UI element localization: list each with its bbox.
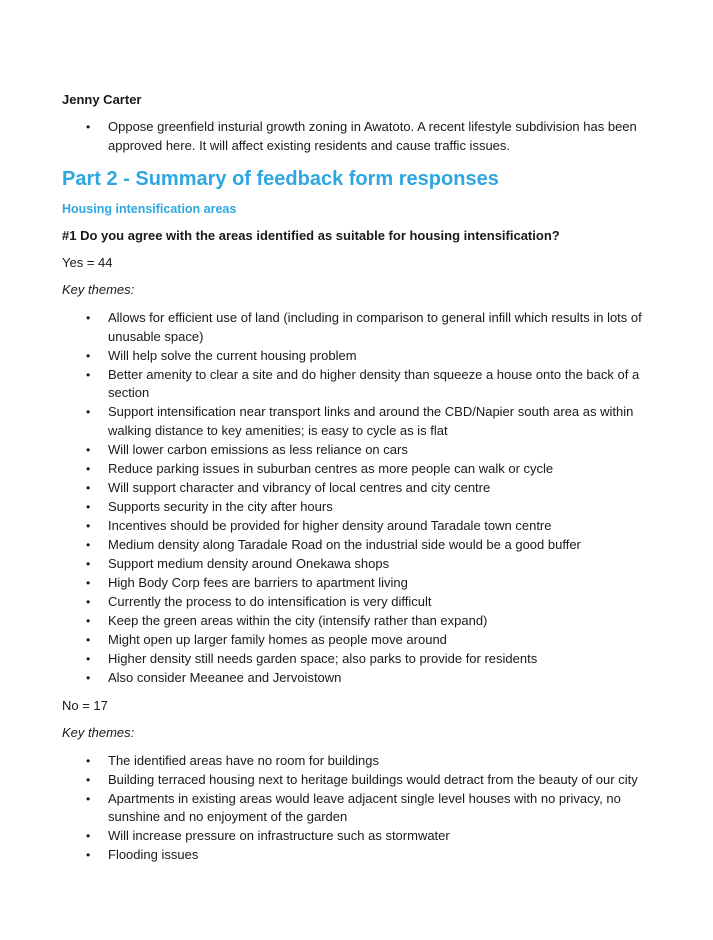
bullet-icon: • [86, 499, 91, 514]
bullet-icon: • [86, 772, 91, 787]
yes-theme-17 [62, 669, 652, 688]
yes-theme-text: High Body Corp fees are barriers to apartment living [108, 574, 408, 590]
yes-theme-text: Currently the process to do intensification is very difficult [108, 593, 432, 609]
bullet-icon: • [86, 651, 91, 666]
no-theme-text: Apartments in existing areas would leave adjacent single level houses with no privacy, no sunshine and no enjoyment of the garden [108, 790, 621, 824]
yes-theme-text: Allows for efficient use of land (including in comparison to general infill which results in lots of unusable space) [108, 310, 642, 344]
no-themes-label: Key themes: [62, 724, 135, 740]
yes-theme-5 [62, 441, 652, 460]
bullet-icon: • [86, 594, 91, 609]
bullet-icon: • [86, 791, 91, 806]
bullet-icon: • [86, 348, 91, 363]
yes-theme-text: Will lower carbon emissions as less reliance on cars [108, 441, 408, 457]
no-theme-text: The identified areas have no room for buildings [108, 752, 379, 768]
yes-theme-text: Reduce parking issues in suburban centres as more people can walk or cycle [108, 460, 554, 476]
no-theme-text: Building terraced housing next to heritage buildings would detract from the beauty of our city [108, 771, 638, 787]
submitter-point-1 [62, 118, 652, 155]
bullet-icon: • [86, 442, 91, 457]
no-theme-1 [62, 752, 652, 771]
yes-theme-9 [62, 517, 652, 536]
yes-theme-text: Incentives should be provided for higher density around Taradale town centre [108, 517, 552, 533]
bullet-icon: • [86, 829, 91, 843]
submitter-point-text: Oppose greenfield insturial growth zoning in Awatoto. A recent lifestyle subdivision has been approved here. It will affect existing residents and cause traffic issues. [108, 119, 637, 153]
yes-theme-8 [62, 498, 652, 517]
yes-theme-4 [62, 403, 652, 440]
yes-theme-3 [62, 366, 652, 403]
yes-theme-1 [62, 309, 652, 346]
bullet-icon: • [86, 848, 91, 862]
bullet-icon: • [86, 670, 91, 685]
question-heading: #1 Do you agree with the areas identified as suitable for housing intensification? [62, 228, 560, 243]
yes-theme-text: Medium density along Taradale Road on the industrial side would be a good buffer [108, 536, 581, 552]
yes-theme-text: Higher density still needs garden space; also parks to provide for residents [108, 650, 538, 666]
yes-theme-6 [62, 460, 652, 479]
no-theme-text: Will increase pressure on infrastructure such as stormwater [108, 828, 450, 843]
no-count: No = 17 [62, 697, 108, 713]
document-page [62, 92, 652, 865]
yes-theme-13 [62, 593, 652, 612]
no-themes-list [62, 752, 652, 865]
yes-theme-7 [62, 479, 652, 498]
submitter-name: Jenny Carter [62, 92, 142, 107]
bullet-icon: • [86, 575, 91, 590]
part-heading: Part 2 - Summary of feedback form responses [62, 168, 499, 190]
no-theme-3 [62, 790, 652, 827]
no-theme-2 [62, 771, 652, 790]
bullet-icon: • [86, 613, 91, 628]
yes-theme-text: Also consider Meeanee and Jervoistown [108, 669, 342, 685]
yes-theme-16 [62, 650, 652, 669]
bullet-icon: • [86, 632, 91, 647]
bullet-icon: • [86, 311, 91, 325]
yes-theme-text: Better amenity to clear a site and do higher density than squeeze a house onto the back of a section [108, 366, 640, 400]
yes-theme-2 [62, 347, 652, 366]
section-heading: Housing intensification areas [62, 202, 237, 216]
yes-theme-text: Will help solve the current housing problem [108, 347, 357, 363]
yes-count: Yes = 44 [62, 255, 113, 270]
no-theme-text: Flooding issues [108, 847, 199, 862]
bullet-icon: • [86, 405, 91, 419]
no-theme-5 [62, 846, 652, 865]
bullet-icon: • [86, 480, 91, 495]
yes-theme-12 [62, 574, 652, 593]
bullet-icon: • [86, 556, 91, 571]
yes-theme-text: Will support character and vibrancy of local centres and city centre [108, 479, 491, 495]
submitter-points [62, 118, 652, 155]
bullet-icon: • [86, 753, 91, 768]
yes-theme-11 [62, 555, 652, 574]
yes-themes-list [62, 309, 652, 687]
yes-theme-text: Supports security in the city after hours [108, 498, 333, 514]
yes-theme-15 [62, 631, 652, 650]
yes-themes-label: Key themes: [62, 282, 135, 297]
bullet-icon: • [86, 518, 91, 533]
yes-theme-text: Support intensification near transport links and around the CBD/Napier south area as within walking distance to key amenities; is easy to cycle as is flat [108, 404, 634, 438]
bullet-icon: • [86, 120, 91, 134]
no-theme-4 [62, 827, 652, 846]
yes-theme-text: Might open up larger family homes as people move around [108, 631, 447, 647]
bullet-icon: • [86, 461, 91, 476]
yes-theme-10 [62, 536, 652, 555]
yes-theme-text: Keep the green areas within the city (intensify rather than expand) [108, 612, 488, 628]
yes-theme-text: Support medium density around Onekawa shops [108, 555, 390, 571]
yes-theme-14 [62, 612, 652, 631]
bullet-icon: • [86, 367, 91, 382]
bullet-icon: • [86, 537, 91, 552]
